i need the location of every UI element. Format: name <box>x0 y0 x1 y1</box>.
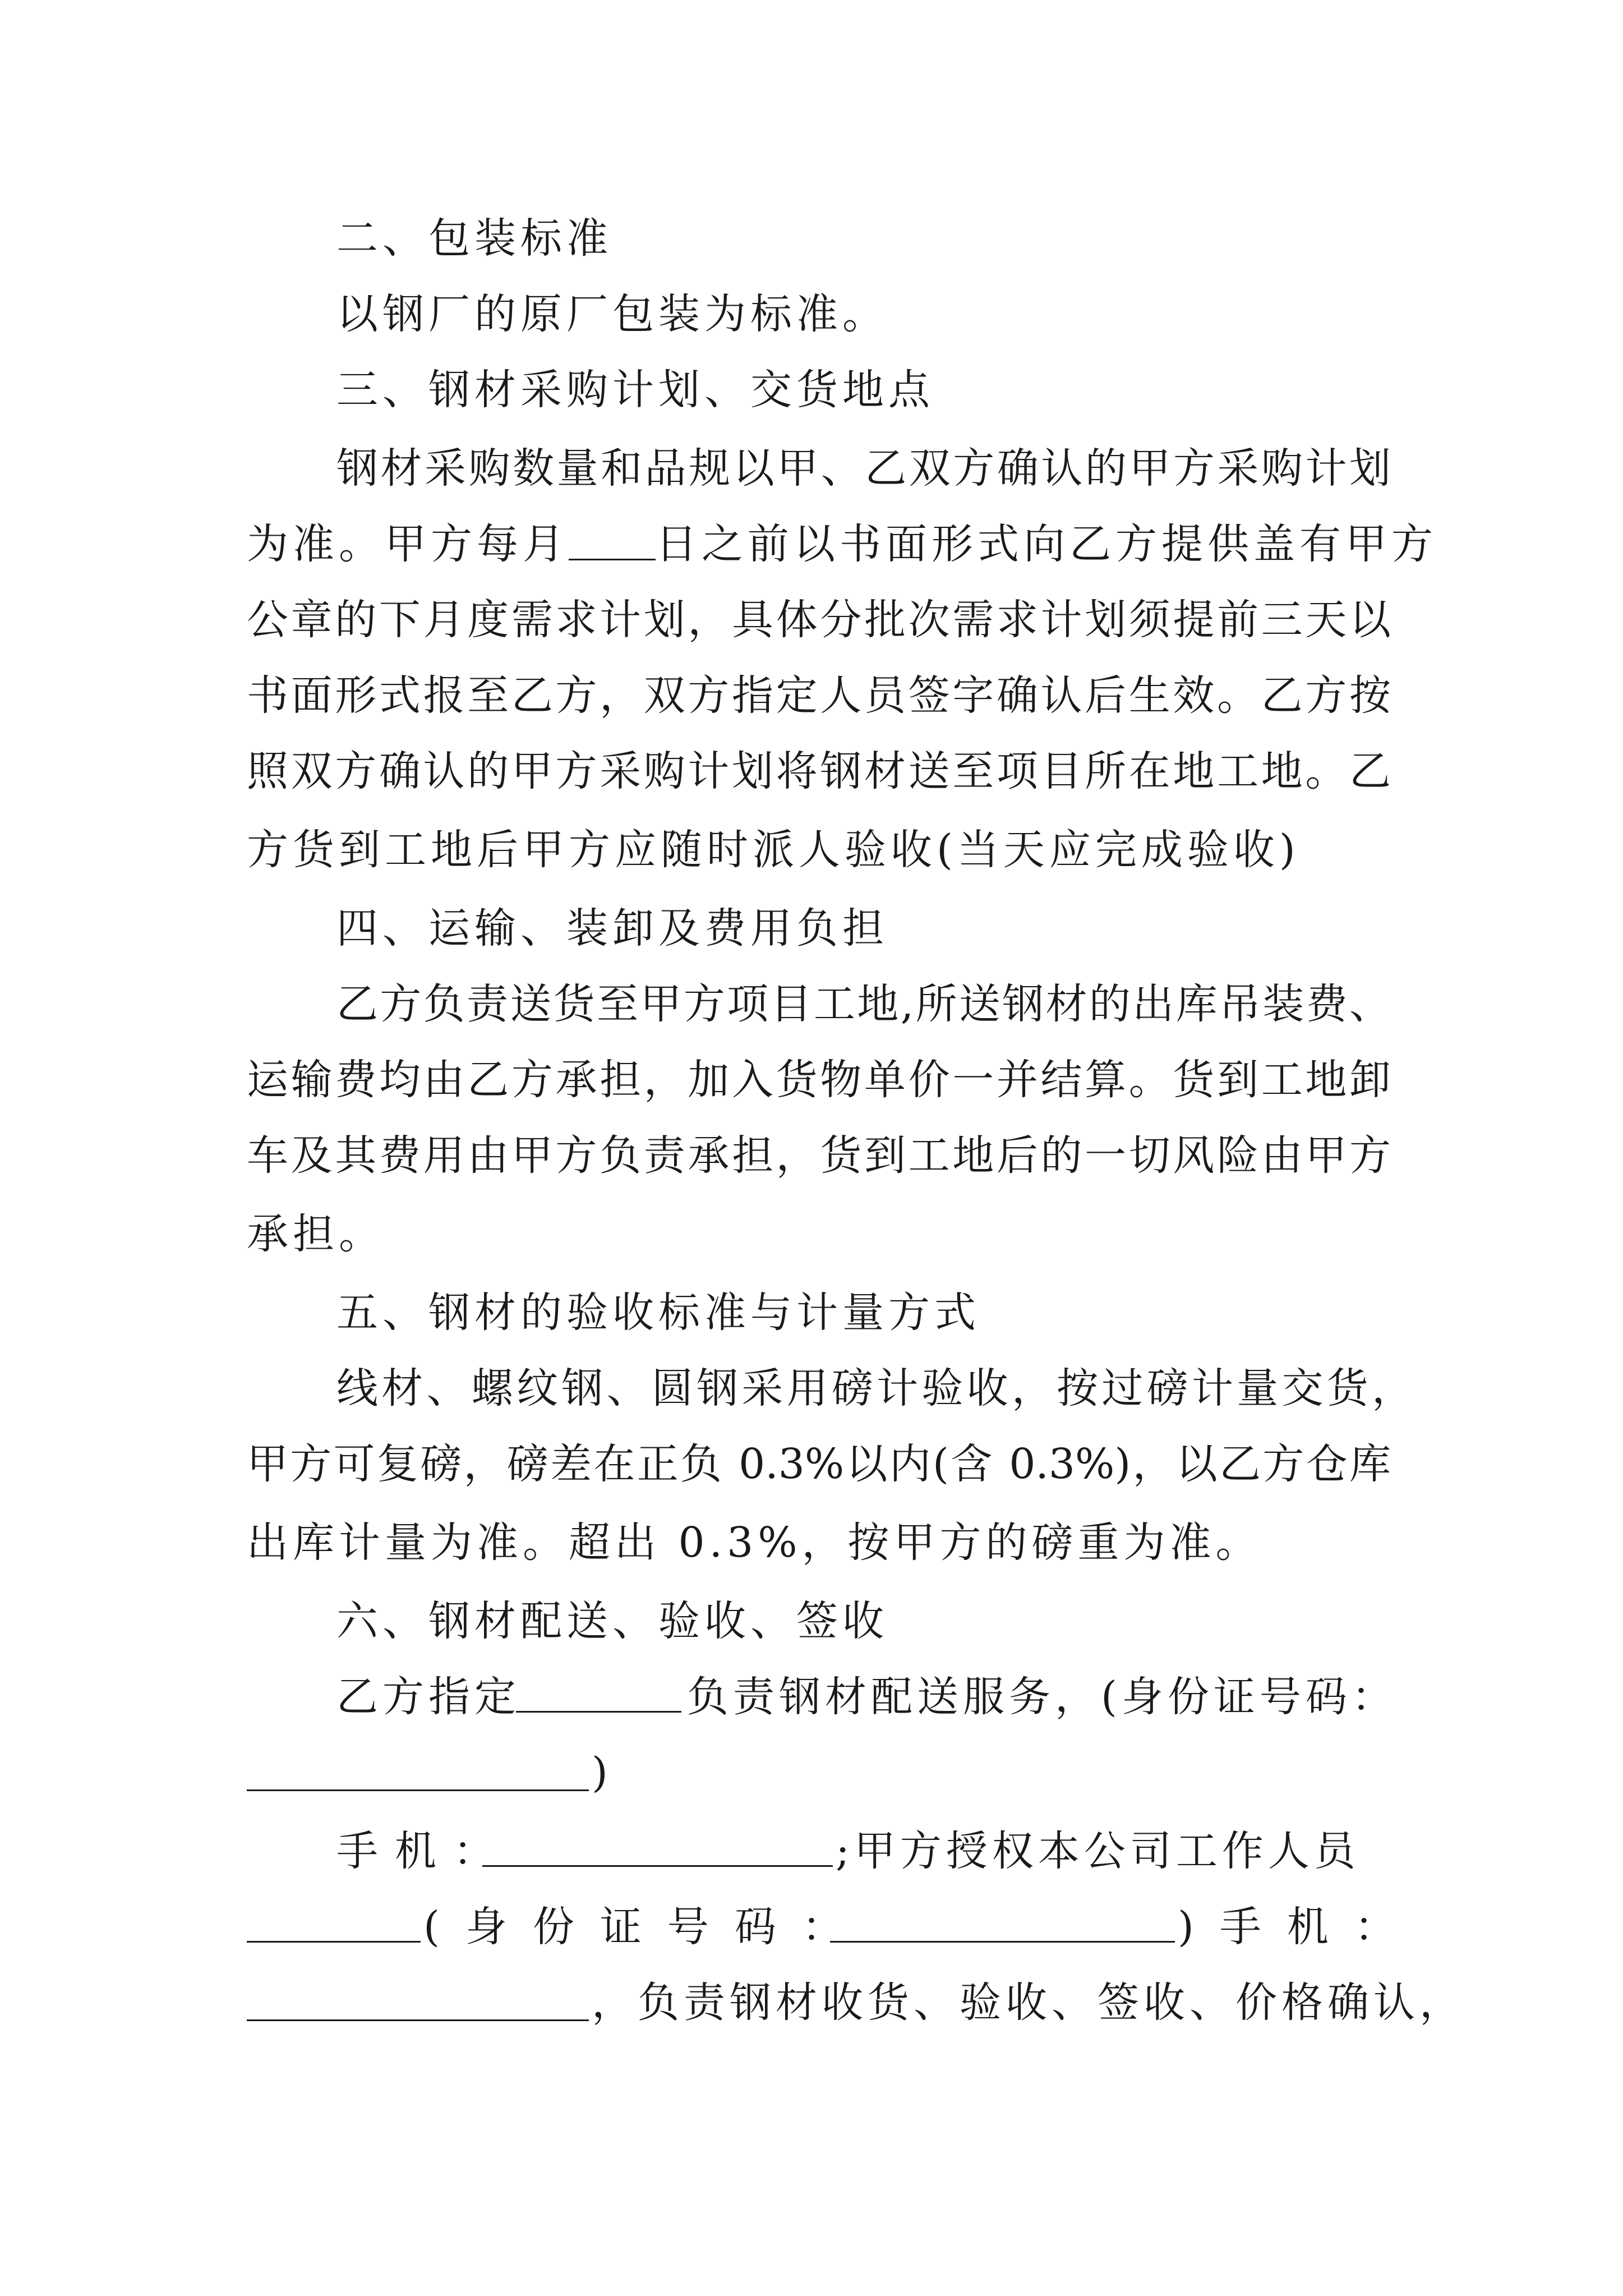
delivery-phone-blank <box>482 1865 833 1867</box>
section-3-line-3: 公章的下月度需求计划，具体分批次需求计划须提前三天以 <box>247 596 1391 644</box>
section-5-line-1: 线材、螺纹钢、圆钢采用磅计验收，按过磅计量交货， <box>336 1364 1413 1412</box>
section-3-line-2 <box>247 516 1437 572</box>
section-4-line-3: 车及其费用由甲方负责承担，货到工地后的一切风险由甲方 <box>247 1131 1391 1180</box>
buyer-staff-blank <box>247 1941 421 1943</box>
section-6-line-5: ，负责钢材收货、验收、签收、价格确认， <box>592 1978 1465 2027</box>
section-4-heading: 四、运输、装卸及费用负担 <box>336 904 888 953</box>
delivery-person-blank <box>516 1711 681 1713</box>
section-3-line-2-end: 日之前以书面形式向乙方提供盖有甲方 <box>656 520 1437 568</box>
section-3-line-6: 方货到工地后甲方应随时派人验收(当天应完成验收) <box>247 826 1300 874</box>
day-blank <box>569 519 656 560</box>
section-6-line-4-id-label: (身份证号码： <box>423 1903 869 1951</box>
delivery-id-blank <box>247 1789 589 1791</box>
section-2-heading: 二、包装标准 <box>336 214 612 263</box>
section-6-line-4-phone-label: )手机： <box>1178 1903 1422 1951</box>
section-6-heading: 六、钢材配送、验收、签收 <box>336 1597 888 1645</box>
section-3-line-5: 照双方确认的甲方采购计划将钢材送至项目所在地工地。乙 <box>247 747 1391 795</box>
section-6-line-3-end: ;甲方授权本公司工作人员 <box>836 1827 1360 1875</box>
section-3-heading: 三、钢材采购计划、交货地点 <box>336 366 934 414</box>
section-6-line-1-start: 乙方指定 <box>336 1673 520 1721</box>
section-5-line-3: 出库计量为准。超出 0.3%，按甲方的磅重为准。 <box>247 1519 1262 1567</box>
section-3-line-2-start: 为准。甲方每月 <box>247 520 569 568</box>
section-6-line-1-end: 负责钢材配送服务，(身份证号码： <box>687 1673 1398 1721</box>
section-6-line-2: ) <box>592 1749 612 1797</box>
buyer-id-blank <box>830 1941 1175 1943</box>
section-3-line-1: 钢材采购数量和品规以甲、乙双方确认的甲方采购计划 <box>336 444 1391 493</box>
section-4-line-4: 承担。 <box>247 1210 385 1258</box>
section-6-line-3-start: 手机： <box>336 1827 511 1875</box>
section-4-line-1: 乙方负责送货至甲方项目工地,所送钢材的出库吊装费、 <box>336 980 1391 1028</box>
section-4-line-2: 运输费均由乙方承担，加入货物单价一并结算。货到工地卸 <box>247 1056 1391 1104</box>
section-3-line-4: 书面形式报至乙方，双方指定人员签字确认后生效。乙方按 <box>247 671 1391 720</box>
section-5-line-2: 甲方可复磅，磅差在正负 0.3%以内(含 0.3%)，以乙方仓库 <box>247 1440 1391 1488</box>
buyer-phone-blank <box>247 2019 589 2021</box>
section-5-heading: 五、钢材的验收标准与计量方式 <box>336 1289 980 1337</box>
section-2-body: 以钢厂的原厂包装为标准。 <box>336 290 888 338</box>
